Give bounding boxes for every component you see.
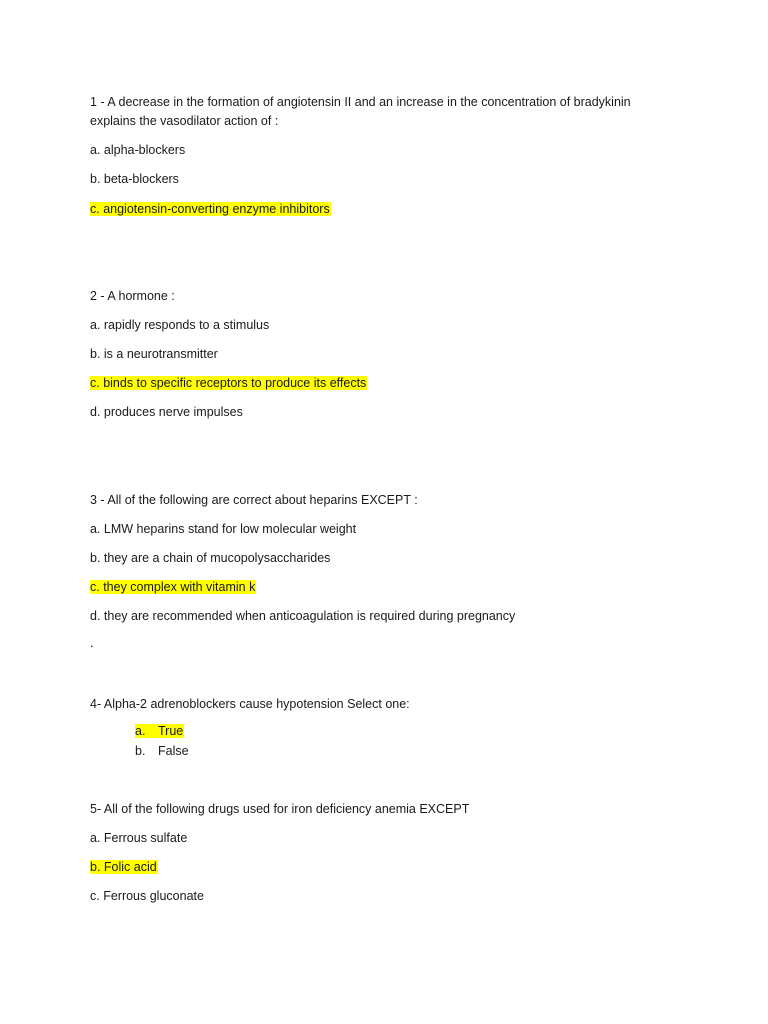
q1-stem-line2: explains the vasodilator action of : <box>90 114 279 128</box>
q3-stem: 3 - All of the following are correct about heparins EXCEPT : <box>90 493 418 507</box>
q1-option-b: b. beta-blockers <box>90 172 179 186</box>
q4-option-b-marker: b. <box>135 744 146 758</box>
q2-answer-highlight: c. binds to specific receptors to produce its effects <box>90 376 367 390</box>
q5-option-b-answer <box>90 859 158 875</box>
q1-option-c-answer <box>90 201 331 217</box>
q1-answer-highlight: c. angiotensin-converting enzyme inhibitors <box>90 202 330 216</box>
q2-stem: 2 - A hormone : <box>90 289 175 303</box>
q2-option-a: a. rapidly responds to a stimulus <box>90 318 270 332</box>
q1-option-a: a. alpha-blockers <box>90 143 186 157</box>
q3-trailing-dot: . <box>90 636 94 650</box>
q4-answer-highlight <box>135 724 184 738</box>
q4-option-a-answer <box>135 723 184 739</box>
q2-option-b: b. is a neurotransmitter <box>90 347 218 361</box>
q5-answer-highlight: b. Folic acid <box>90 860 157 874</box>
q4-stem: 4- Alpha-2 adrenoblockers cause hypotension Select one: <box>90 697 410 711</box>
q4-option-b <box>135 743 189 759</box>
q5-stem: 5- All of the following drugs used for iron deficiency anemia EXCEPT <box>90 802 470 816</box>
q4-option-b-text: False <box>158 744 189 758</box>
q3-option-d: d. they are recommended when anticoagulation is required during pregnancy <box>90 609 516 623</box>
q3-option-c-answer <box>90 579 256 595</box>
q1-stem-line1: 1 - A decrease in the formation of angiotensin II and an increase in the concentration of bradykinin <box>90 95 631 109</box>
q2-option-c-answer <box>90 375 367 391</box>
q2-option-d: d. produces nerve impulses <box>90 405 243 419</box>
q5-option-c: c. Ferrous gluconate <box>90 889 204 903</box>
q4-option-a-marker: a. <box>135 724 146 738</box>
q3-answer-highlight: c. they complex with vitamin k <box>90 580 256 594</box>
q5-option-a: a. Ferrous sulfate <box>90 831 188 845</box>
q4-option-a-text: True <box>158 724 184 738</box>
q3-option-b: b. they are a chain of mucopolysaccharides <box>90 551 331 565</box>
q3-option-a: a. LMW heparins stand for low molecular weight <box>90 522 357 536</box>
